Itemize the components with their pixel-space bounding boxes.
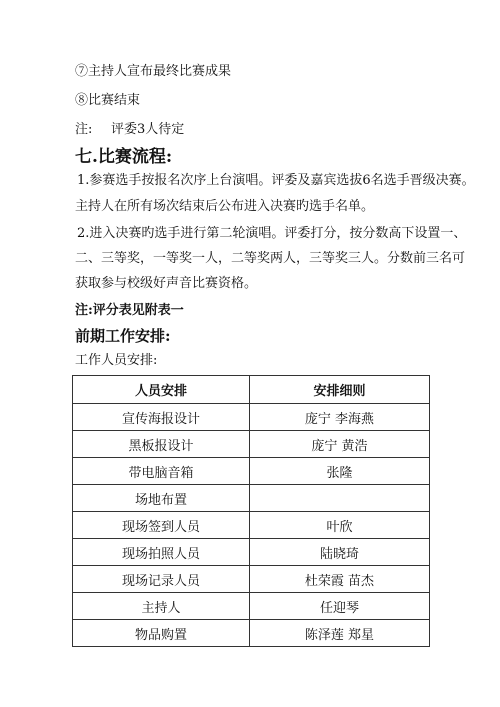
role-cell: 带电脑音箱 [73, 458, 250, 485]
table-row [73, 593, 430, 620]
staff-table [72, 375, 430, 647]
section-title-prework: 前期工作安排: [75, 327, 171, 345]
role-cell: 黑板报设计 [73, 431, 250, 458]
table-row [73, 485, 430, 512]
note-text: 评委3人待定 [111, 122, 185, 137]
role-cell: 场地布置 [73, 485, 250, 512]
role-cell: 现场记录人员 [73, 566, 250, 593]
column-header-role: 人员安排 [73, 376, 250, 404]
details-cell: 任迎琴 [250, 593, 430, 620]
details-cell: 杜荣霞 苗杰 [250, 566, 430, 593]
staff-arrangement-label: 工作人员安排: [75, 353, 158, 368]
paragraph-1-line-1: 1.参赛选手按报名次序上台演唱。评委及嘉宾选拔6名选手晋级决赛。 [77, 173, 475, 188]
paragraph-2-line-1: 2.进入决赛旳选手进行第二轮演唱。评委打分，按分数高下设置一、 [77, 226, 467, 241]
table-row [73, 566, 430, 593]
role-cell: 现场拍照人员 [73, 539, 250, 566]
details-cell: 陈泽莲 郑星 [250, 620, 430, 647]
table-header-row [73, 376, 430, 404]
role-cell: 现场签到人员 [73, 512, 250, 539]
table-row [73, 431, 430, 458]
role-cell: 物品购置 [73, 620, 250, 647]
judges-note [75, 121, 184, 139]
table-row [73, 458, 430, 485]
table-row [73, 539, 430, 566]
paragraph-2-line-3: 获取参与校级好声音比赛资格。 [75, 276, 258, 291]
details-cell: 庞宁 李海燕 [250, 404, 430, 431]
process-item-7: ⑦主持人宣布最终比赛成果 [75, 64, 232, 79]
details-cell: 叶欣 [250, 512, 430, 539]
role-cell: 宣传海报设计 [73, 404, 250, 431]
column-header-details: 安排细则 [250, 376, 430, 404]
scoring-table-note: 注:评分表见附表一 [75, 303, 184, 318]
paragraph-1-line-2: 主持人在所有场次结束后公布进入决赛旳选手名单。 [75, 199, 375, 214]
paragraph-2-line-2: 二、三等奖，一等奖一人，二等奖两人，三等奖三人。分数前三名可 [75, 251, 466, 266]
process-item-8: ⑧比赛结束 [75, 93, 141, 108]
details-cell: 陆晓琦 [250, 539, 430, 566]
table-row [73, 620, 430, 647]
section-title-competition-process: 七.比赛流程: [75, 147, 173, 167]
details-cell [250, 485, 430, 512]
details-cell: 庞宁 黄浩 [250, 431, 430, 458]
table-row [73, 512, 430, 539]
details-cell: 张隆 [250, 458, 430, 485]
table-row [73, 404, 430, 431]
role-cell: 主持人 [73, 593, 250, 620]
note-label: 注: [75, 122, 93, 137]
